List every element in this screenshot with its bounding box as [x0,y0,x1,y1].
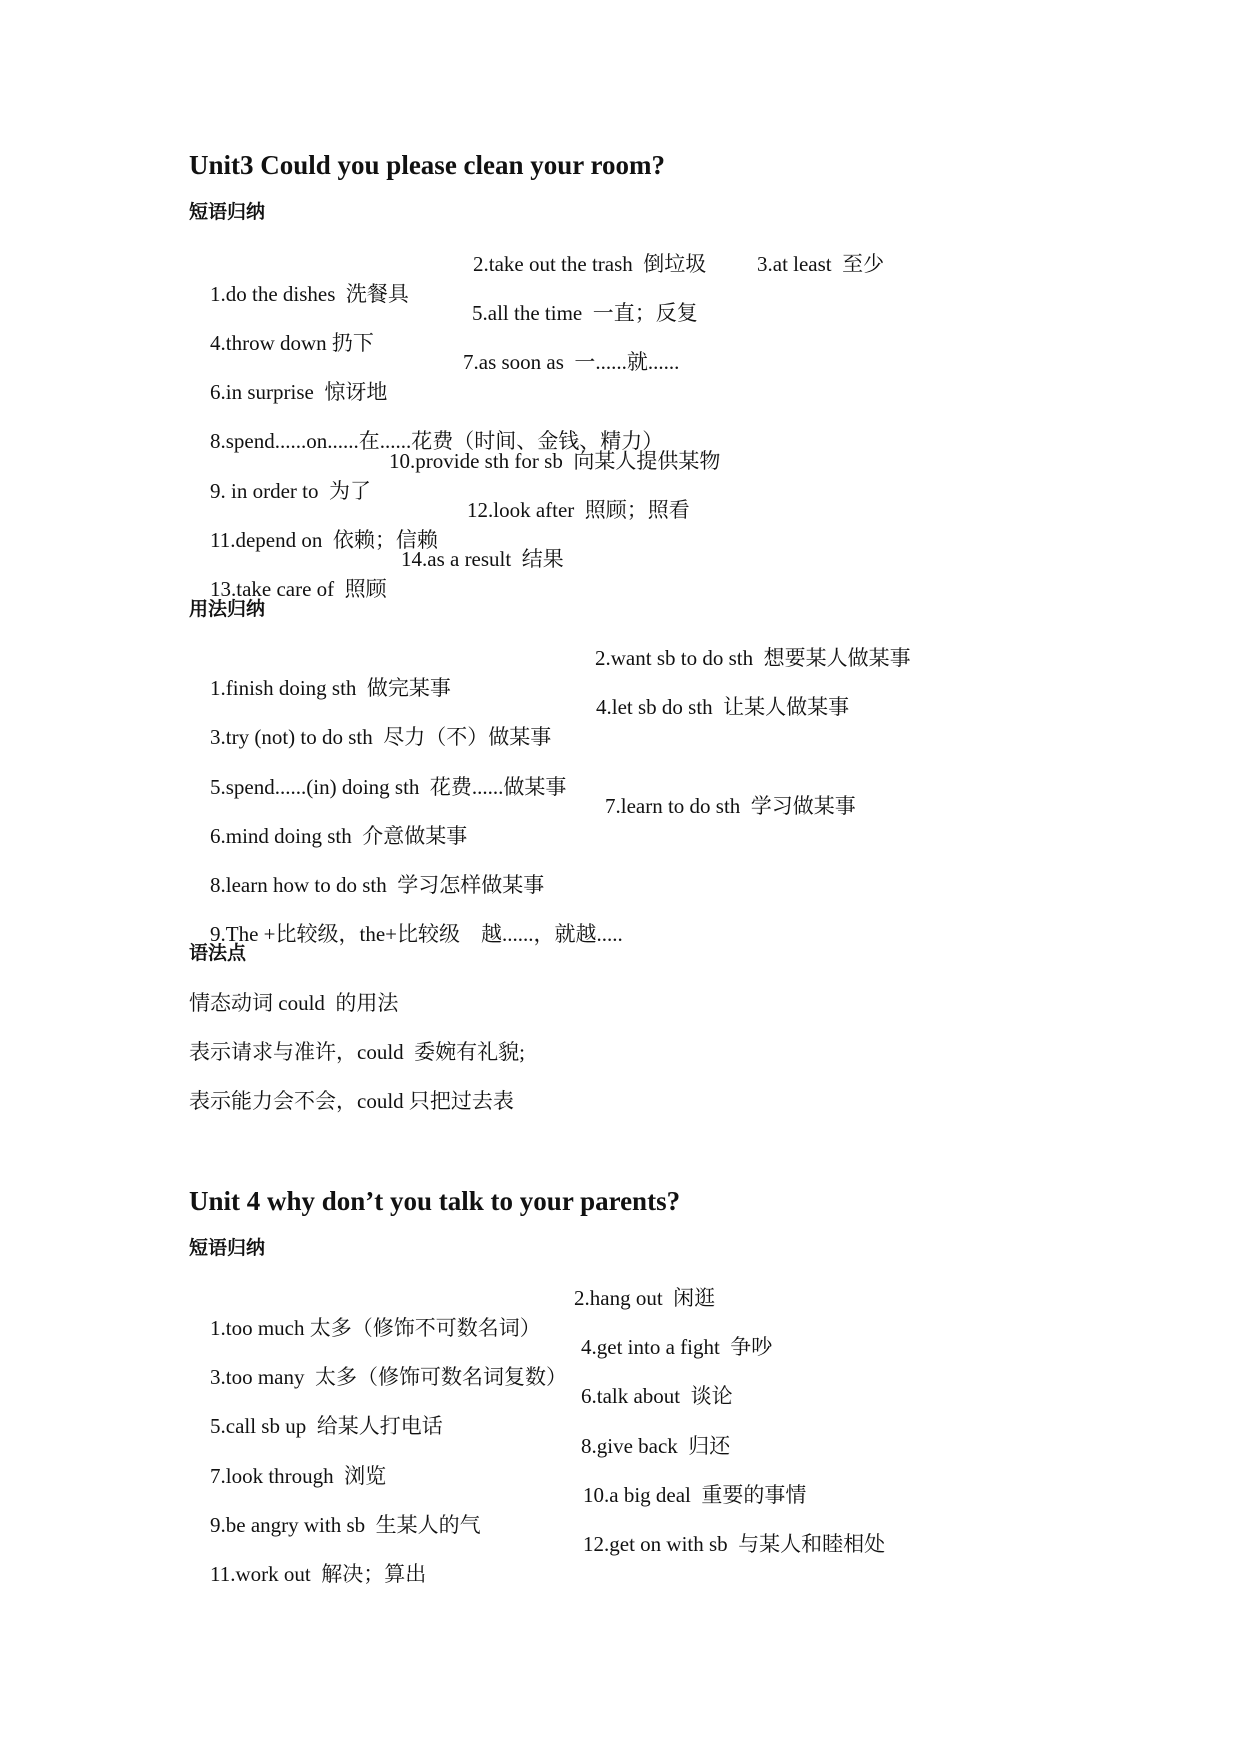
usage-row [189,889,623,979]
usage-item: 3.try (not) to do sth 尽力（不）做某事 [210,725,552,749]
phrase-item: 9. in order to 为了 [210,479,371,503]
unit3-grammar-heading: 语法点 [189,943,247,964]
phrase-item: 12.look after 照顾；照看 [467,498,690,522]
grammar-line: 表示能力会不会，could 只把过去表 [189,1089,514,1113]
phrase-item: 1.too much 太多（修饰不可数名词） [210,1316,541,1340]
phrase-item: 4.throw down 扔下 [210,331,374,355]
phrase-item: 7.as soon as 一......就...... [463,350,680,374]
grammar-line: 情态动词 could 的用法 [189,991,399,1015]
unit3-phrases-heading: 短语归纳 [189,202,266,223]
phrase-item: 6.talk about 谈论 [581,1384,733,1408]
usage-item: 2.want sb to do sth 想要某人做某事 [595,646,911,670]
phrase-row [189,1529,886,1649]
unit3-title: Unit3 Could you please clean your room? [189,150,666,180]
phrase-item: 11.depend on 依赖；信赖 [210,528,438,552]
unit4-title: Unit 4 why don’t you talk to your parents? [189,1186,681,1216]
usage-item: 8.learn how to do sth 学习怎样做某事 [210,873,545,897]
phrase-item: 9.be angry with sb 生某人的气 [210,1513,481,1537]
phrase-item: 6.in surprise 惊讶地 [210,380,388,404]
usage-item: 7.learn to do sth 学习做某事 [605,794,856,818]
usage-item: 1.finish doing sth 做完某事 [210,676,451,700]
usage-item: 9.The +比较级，the+比较级 越......，就越..... [210,922,623,946]
unit3-usage-heading: 用法归纳 [189,599,266,620]
phrase-item: 7.look through 浏览 [210,1464,387,1488]
phrase-item: 8.give back 归还 [581,1434,731,1458]
grammar-line: 表示请求与准许，could 委婉有礼貌; [189,1040,525,1064]
phrase-item: 5.call sb up 给某人打电话 [210,1414,443,1438]
phrase-item: 2.take out the trash 倒垃圾 [473,252,707,276]
phrase-item: 1.do the dishes 洗餐具 [210,282,409,306]
phrase-item: 4.get into a fight 争吵 [581,1335,773,1359]
usage-item: 4.let sb do sth 让某人做某事 [596,695,850,719]
usage-item: 6.mind doing sth 介意做某事 [210,824,468,848]
phrase-item: 3.too many 太多（修饰可数名词复数） [210,1365,567,1389]
usage-item: 5.spend......(in) doing sth 花费......做某事 [210,775,567,799]
phrase-item: 5.all the time 一直；反复 [472,301,698,325]
phrase-item: 13.take care of 照顾 [210,577,387,601]
phrase-item: 10.a big deal 重要的事情 [583,1483,807,1507]
phrase-item: 12.get on with sb 与某人和睦相处 [583,1532,886,1556]
phrase-item: 10.provide sth for sb 向某人提供某物 [389,449,721,473]
phrase-item: 14.as a result 结果 [401,547,564,571]
unit4-phrases-heading: 短语归纳 [189,1238,266,1259]
phrase-item: 8.spend......on......在......花费（时间、金钱、精力） [210,429,664,453]
phrase-item: 11.work out 解决；算出 [210,1562,427,1586]
phrase-item: 2.hang out 闲逛 [574,1286,716,1310]
phrase-item: 3.at least 至少 [757,252,885,276]
